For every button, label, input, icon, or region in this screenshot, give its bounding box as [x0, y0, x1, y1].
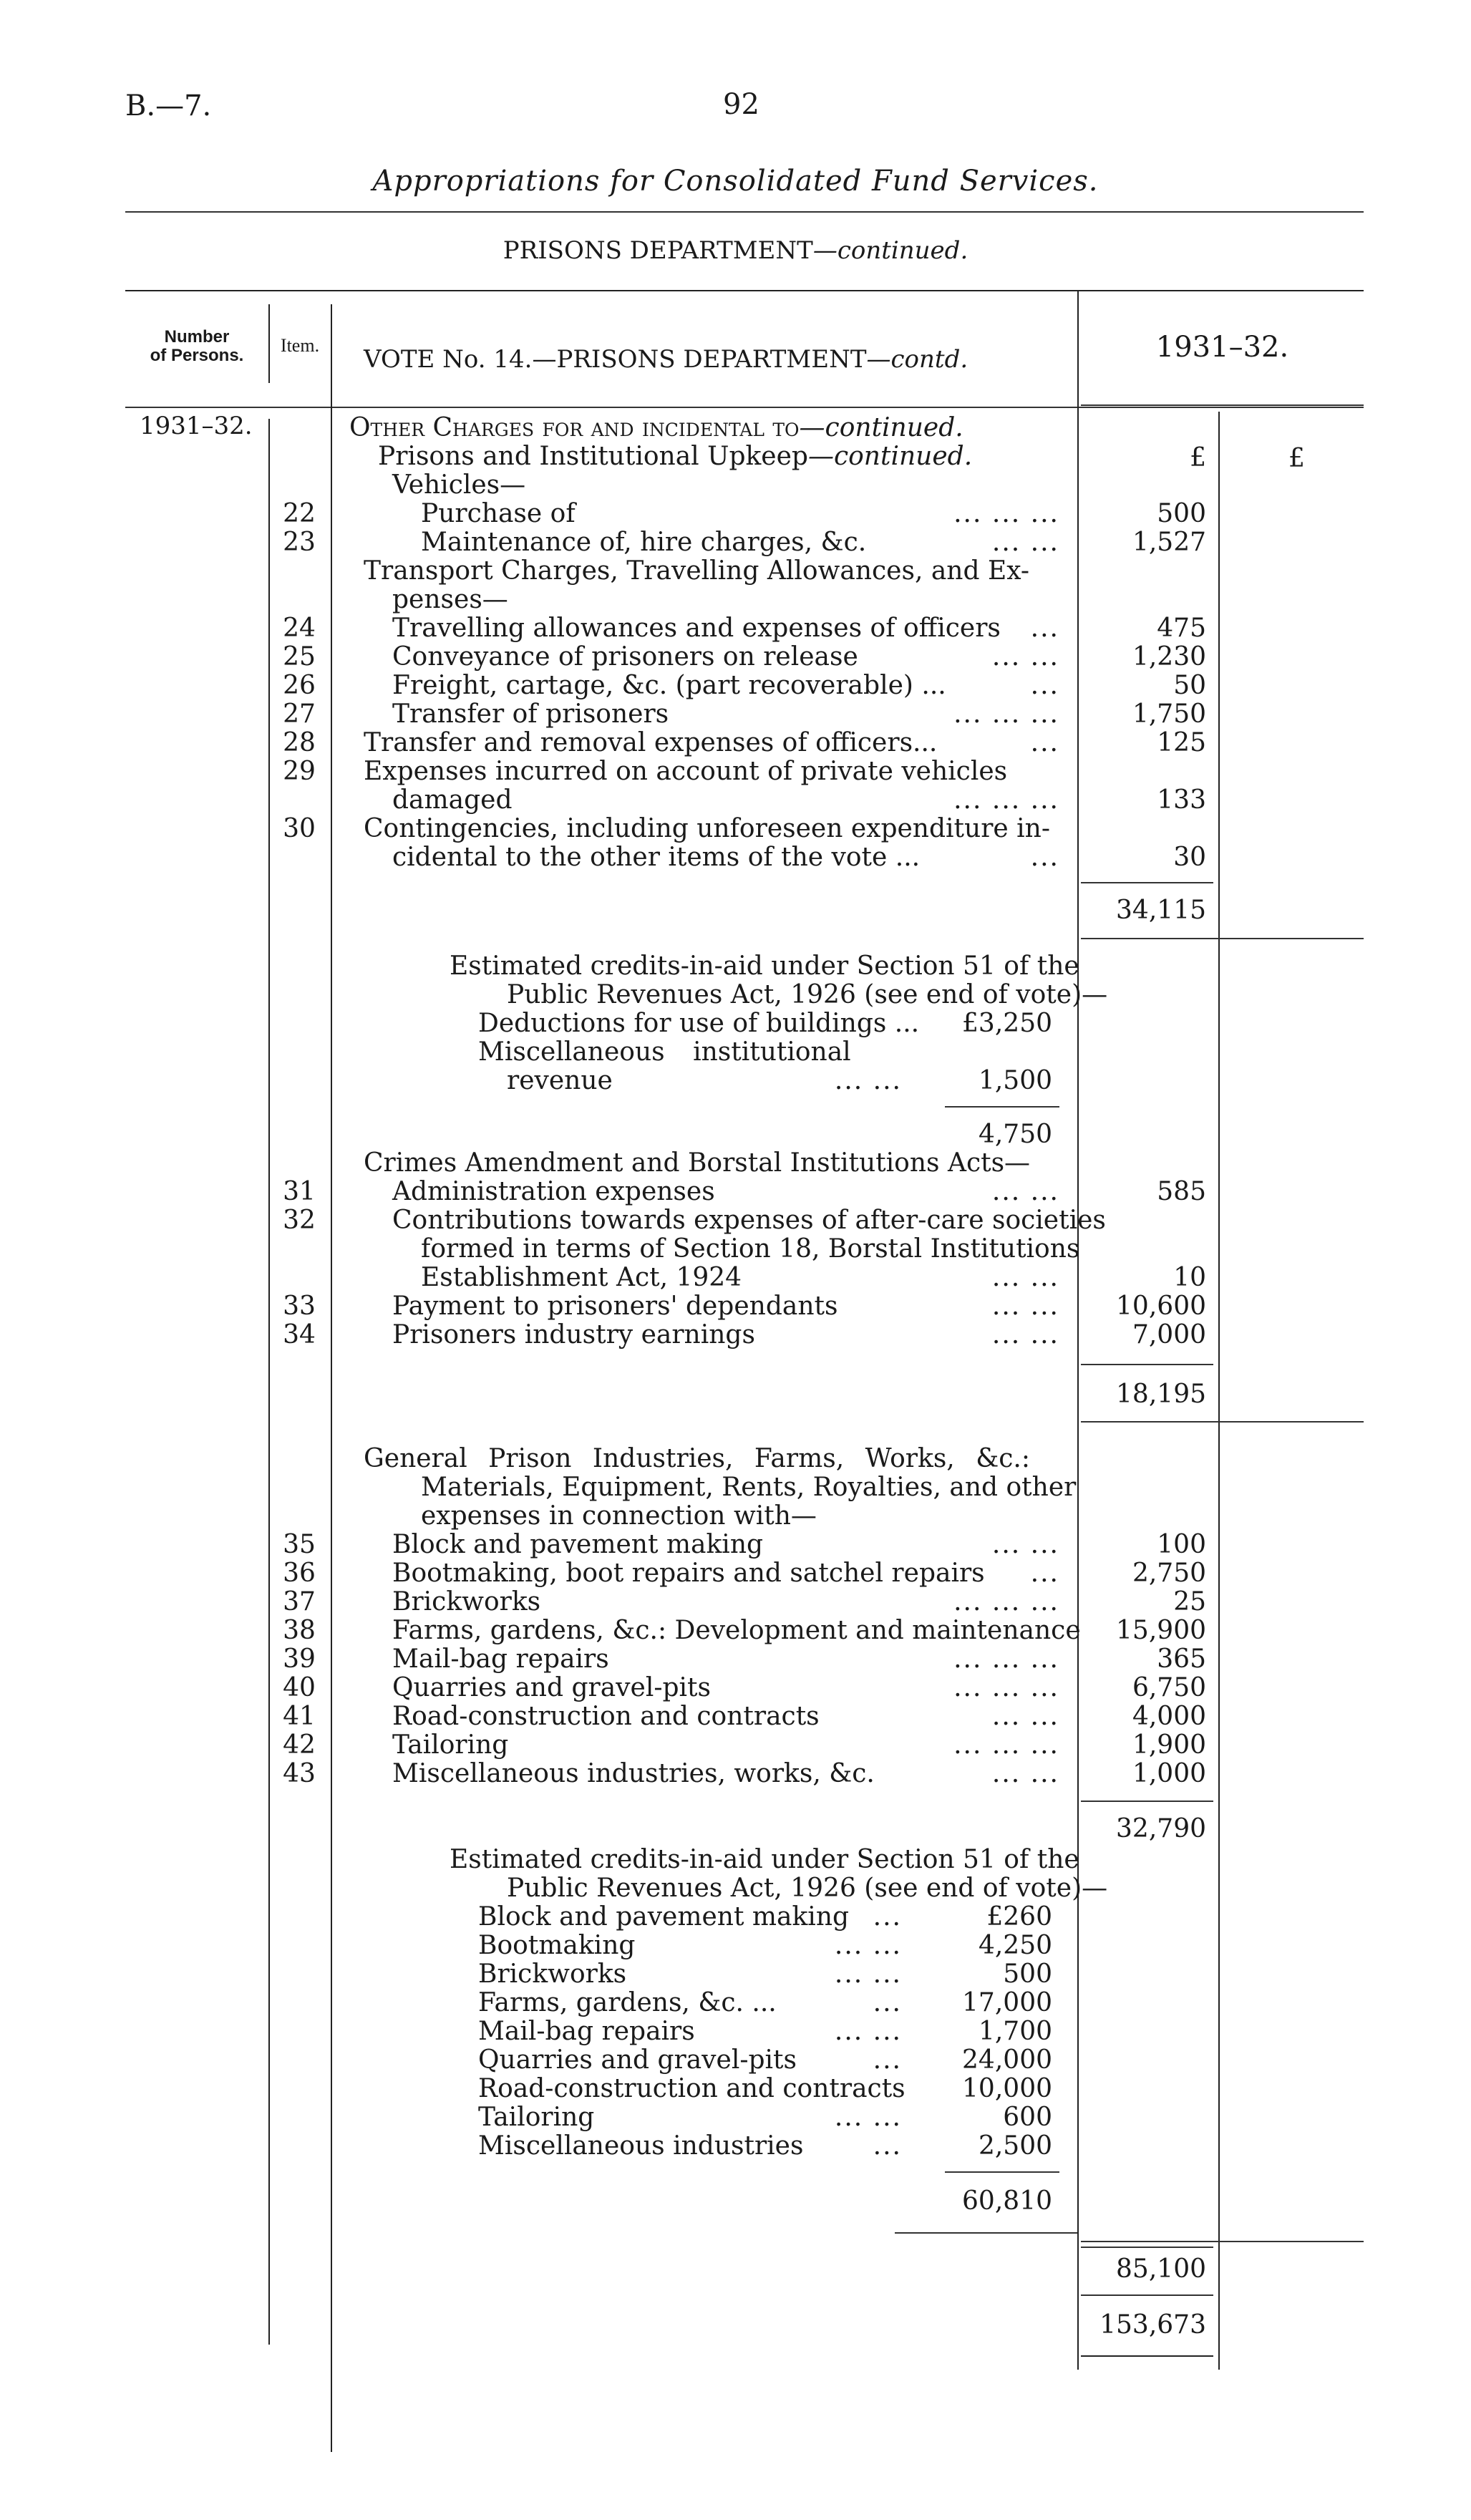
item-text-line2: formed in terms of Section 18, Borstal Institutions	[421, 1234, 1080, 1264]
amount-col-rule-right	[1218, 412, 1220, 2370]
item-amount: 500	[1157, 499, 1206, 528]
credits-bottom-rule	[895, 2232, 1077, 2234]
page-reference: B.—7.	[125, 89, 212, 122]
year-header-rule	[1081, 404, 1364, 406]
credit-amount: £260	[986, 1902, 1052, 1932]
item-number: 42	[283, 1730, 316, 1760]
item-text: Road-construction and contracts	[392, 1702, 820, 1731]
item-number: 29	[283, 757, 316, 786]
item-amount: 1,750	[1132, 699, 1206, 729]
credit-text: Mail-bag repairs	[478, 2017, 695, 2046]
vote-title-text: VOTE No. 14.—PRISONS DEPARTMENT	[364, 345, 867, 374]
item-amount: 10	[1173, 1263, 1206, 1292]
item-dots: ... ...	[991, 1177, 1059, 1206]
item-dots: ... ...	[991, 1759, 1059, 1788]
vehicles-heading: Vehicles—	[392, 470, 526, 500]
item-text: Purchase of	[421, 499, 576, 528]
item-amount: 475	[1157, 614, 1206, 643]
persons-year: 1931–32.	[140, 412, 253, 440]
item-text: Conveyance of prisoners on release	[392, 642, 858, 672]
item-dots: ... ...	[991, 1702, 1059, 1731]
title-rule	[125, 211, 1364, 213]
item-amount: 4,000	[1132, 1702, 1206, 1731]
section3-line3: expenses in connection with—	[421, 1501, 817, 1531]
section1-subheading-suffix: —continued.	[807, 442, 973, 471]
section1-subheading-text: Prisons and Institutional Upkeep	[378, 442, 808, 471]
item-dots: ... ... ...	[953, 699, 1059, 729]
item-dots: ...	[1030, 1559, 1059, 1588]
item-text: Farms, gardens, &c.: Development and maintenance	[392, 1616, 1081, 1645]
item-number: 32	[283, 1206, 316, 1235]
item-number: 30	[283, 814, 316, 843]
item-dots: ... ...	[991, 642, 1059, 672]
item-number: 41	[283, 1702, 316, 1731]
credit-text: Miscellaneous industries	[478, 2131, 804, 2161]
item-text: Maintenance of, hire charges, &c.	[421, 528, 867, 557]
item-amount: 30	[1173, 843, 1206, 872]
credits-total-rule	[945, 1106, 1059, 1108]
vote-title	[364, 345, 968, 374]
item-amount: 1,900	[1132, 1730, 1206, 1760]
item-text: Administration expenses	[392, 1177, 715, 1206]
currency-symbol-1: £	[1190, 443, 1206, 472]
item-header: Item.	[280, 335, 320, 356]
credit-text: Farms, gardens, &c. ...	[478, 1988, 777, 2017]
table-top-rule	[125, 290, 1364, 291]
item-text-line2: damaged	[392, 785, 513, 815]
section1-total: 34,115	[1116, 896, 1206, 925]
item-number: 37	[283, 1587, 316, 1617]
item-number: 22	[283, 499, 316, 528]
item-amount: 100	[1157, 1530, 1206, 1559]
credits2-line2: Public Revenues Act, 1926 (see end of vote)—	[507, 1874, 1108, 1903]
section3-line1: General Prison Industries, Farms, Works, &c.:	[364, 1444, 1030, 1473]
credit-dots: ... ...	[834, 1931, 902, 1960]
credit-dots: ...	[873, 1988, 902, 2017]
item-number: 40	[283, 1673, 316, 1702]
item-dots: ... ... ...	[953, 1644, 1059, 1674]
item-amount: 125	[1157, 728, 1206, 757]
item-number: 24	[283, 614, 316, 643]
credit-text: revenue	[507, 1066, 613, 1095]
credits-total-rule	[945, 2171, 1059, 2173]
item-number: 27	[283, 699, 316, 729]
persons-header-line2: of Persons.	[150, 346, 244, 365]
item-text: Miscellaneous industries, works, &c.	[392, 1759, 875, 1788]
credit-amount: 10,000	[962, 2074, 1052, 2103]
item-text: Bootmaking, boot repairs and satchel repairs	[392, 1559, 985, 1588]
credit-dots: ... ...	[834, 2017, 902, 2046]
item-number: 34	[283, 1320, 316, 1349]
persons-col-rule-top	[268, 304, 270, 383]
amount-col-rule-left	[1077, 290, 1079, 2370]
credit-amount: 24,000	[962, 2045, 1052, 2075]
subtotal: 85,100	[1116, 2254, 1206, 2284]
item-amount: 585	[1157, 1177, 1206, 1206]
total-rule	[1081, 2247, 1213, 2248]
persons-col-rule	[268, 419, 270, 2345]
credits1-line1: Estimated credits-in-aid under Section 51 of the	[450, 951, 1079, 981]
item-dots: ... ...	[991, 1263, 1059, 1292]
credit-amount: 1,700	[978, 2017, 1052, 2046]
section1-heading	[349, 414, 963, 442]
year-header: 1931–32.	[1155, 331, 1289, 364]
item-amount: 365	[1157, 1644, 1206, 1674]
credit-text: Quarries and gravel-pits	[478, 2045, 797, 2075]
item-text: Freight, cartage, &c. (part recoverable) ...	[392, 671, 946, 700]
credit-dots: ...	[873, 2131, 902, 2161]
transport-heading-line1: Transport Charges, Travelling Allowances, and Ex-	[364, 556, 1030, 586]
credit-text: Road-construction and contracts	[478, 2074, 906, 2103]
credit-amount: 17,000	[962, 1988, 1052, 2017]
credits1-line2: Public Revenues Act, 1926 (see end of vote)—	[507, 980, 1108, 1009]
total-rule	[1081, 938, 1364, 939]
item-dots: ...	[1030, 671, 1059, 700]
total-rule	[1081, 882, 1213, 883]
credit-text: Block and pavement making	[478, 1902, 850, 1932]
credit-amount: 2,500	[978, 2131, 1052, 2161]
item-dots: ... ...	[991, 1320, 1059, 1349]
credit-dots: ... ...	[834, 1959, 902, 1989]
section1-heading-text: Other Charges for and incidental to	[349, 413, 800, 442]
item-text-line1: Expenses incurred on account of private vehicles	[364, 757, 1008, 786]
credit-text: Bootmaking	[478, 1931, 636, 1960]
section1-heading-suffix: —continued.	[799, 413, 963, 442]
item-dots: ... ...	[991, 1292, 1059, 1321]
vote-title-suffix: —contd.	[866, 345, 968, 374]
total-rule	[1081, 1421, 1364, 1423]
department-heading	[0, 236, 1471, 265]
item-number: 33	[283, 1292, 316, 1321]
item-text: Tailoring	[392, 1730, 509, 1760]
item-dots: ... ... ...	[953, 1587, 1059, 1617]
section2-total: 18,195	[1116, 1380, 1206, 1409]
item-number: 26	[283, 671, 316, 700]
item-text-line1: Contingencies, including unforeseen expenditure in-	[364, 814, 1051, 843]
department-name: PRISONS DEPARTMENT	[503, 236, 813, 265]
credits1-total: 4,750	[978, 1120, 1052, 1149]
item-dots: ...	[1030, 728, 1059, 757]
item-amount: 7,000	[1132, 1320, 1206, 1349]
page-title: Appropriations for Consolidated Fund Services.	[372, 165, 1099, 198]
item-amount: 1,230	[1132, 642, 1206, 672]
item-col-rule	[331, 304, 332, 2452]
total-rule	[1081, 2294, 1213, 2296]
credit-text: Tailoring	[478, 2103, 595, 2132]
credit-amount: 4,250	[978, 1931, 1052, 1960]
item-text: Quarries and gravel-pits	[392, 1673, 711, 1702]
item-dots: ... ... ...	[953, 1673, 1059, 1702]
item-dots: ... ...	[991, 1530, 1059, 1559]
item-amount: 2,750	[1132, 1559, 1206, 1588]
persons-header	[129, 328, 265, 365]
credit-amount: 1,500	[978, 1066, 1052, 1095]
section3-line2: Materials, Equipment, Rents, Royalties, and other	[421, 1473, 1077, 1502]
item-text: Brickworks	[392, 1587, 541, 1617]
item-amount: 6,750	[1132, 1673, 1206, 1702]
credit-text: Brickworks	[478, 1959, 627, 1989]
total-rule	[1081, 1801, 1213, 1802]
item-dots: ... ...	[991, 528, 1059, 557]
item-text: Travelling allowances and expenses of officers	[392, 614, 1001, 643]
item-number: 31	[283, 1177, 316, 1206]
table-header-rule	[125, 407, 1364, 408]
item-amount: 133	[1157, 785, 1206, 815]
credit-amount: £3,250	[962, 1009, 1052, 1038]
currency-symbol-2: £	[1288, 444, 1305, 473]
item-text: Transfer and removal expenses of officers...	[364, 728, 938, 757]
credit-text: Miscellaneous institutional	[478, 1037, 851, 1067]
credit-amount: 600	[1003, 2103, 1052, 2132]
item-text: Block and pavement making	[392, 1530, 764, 1559]
item-amount: 25	[1173, 1587, 1206, 1617]
item-amount: 1,527	[1132, 528, 1206, 557]
item-dots: ...	[1030, 614, 1059, 643]
item-amount: 1,000	[1132, 1759, 1206, 1788]
section2-heading: Crimes Amendment and Borstal Institutions Acts—	[364, 1148, 1031, 1178]
item-text: Mail-bag repairs	[392, 1644, 609, 1674]
item-dots: ... ... ...	[953, 499, 1059, 528]
item-number: 39	[283, 1644, 316, 1674]
item-text: Transfer of prisoners	[392, 699, 669, 729]
item-dots: ...	[1030, 843, 1059, 872]
credit-text: Deductions for use of buildings ...	[478, 1009, 920, 1038]
total-rule	[1081, 1364, 1213, 1365]
credit-dots: ...	[873, 1902, 902, 1932]
item-text-line2: cidental to the other items of the vote ...	[392, 843, 921, 872]
grand-total-rule	[1081, 2355, 1213, 2357]
item-text: Payment to prisoners' dependants	[392, 1292, 838, 1321]
item-dots: ... ... ...	[953, 1730, 1059, 1760]
item-number: 38	[283, 1616, 316, 1645]
persons-header-line1: Number	[164, 327, 230, 346]
section1-subheading	[378, 442, 972, 471]
credit-amount: 500	[1003, 1959, 1052, 1989]
total-rule	[1081, 2241, 1364, 2242]
item-number: 35	[283, 1530, 316, 1559]
item-amount: 10,600	[1116, 1292, 1206, 1321]
item-text-line1: Contributions towards expenses of after-care societies	[392, 1206, 1106, 1235]
section3-total: 32,790	[1116, 1814, 1206, 1843]
item-text: Prisoners industry earnings	[392, 1320, 755, 1349]
credits2-total: 60,810	[962, 2186, 1052, 2216]
credits2-line1: Estimated credits-in-aid under Section 51 of the	[450, 1845, 1079, 1874]
item-dots: ... ... ...	[953, 785, 1059, 815]
grand-total: 153,673	[1099, 2310, 1206, 2340]
transport-heading-line2: penses—	[392, 585, 508, 614]
item-text-line3: Establishment Act, 1924	[421, 1263, 742, 1292]
credit-dots: ... ...	[834, 2103, 902, 2132]
item-number: 23	[283, 528, 316, 557]
credit-dots: ...	[873, 2045, 902, 2075]
item-amount: 50	[1173, 671, 1206, 700]
department-suffix: —continued.	[812, 236, 968, 265]
page-number: 92	[723, 88, 759, 121]
item-number: 28	[283, 728, 316, 757]
item-number: 25	[283, 642, 316, 672]
item-amount: 15,900	[1116, 1616, 1206, 1645]
item-number: 36	[283, 1559, 316, 1588]
credit-dots: ... ...	[834, 1066, 902, 1095]
item-number: 43	[283, 1759, 316, 1788]
